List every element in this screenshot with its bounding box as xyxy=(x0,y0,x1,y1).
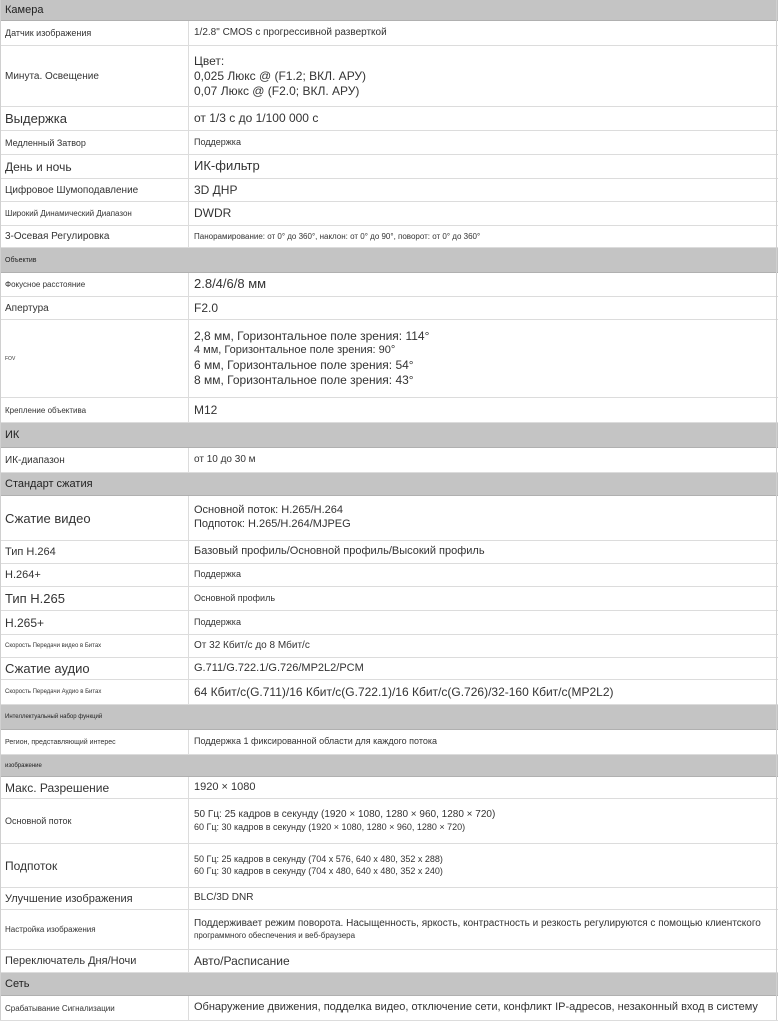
spec-row xyxy=(0,179,778,202)
spec-row xyxy=(0,680,778,705)
spec-label: Датчик изображения xyxy=(0,21,189,45)
spec-label: 3-Осевая Регулировка xyxy=(0,226,189,247)
spec-value xyxy=(190,155,778,178)
spec-value xyxy=(190,587,778,610)
spec-label: Переключатель Дня/Ночи xyxy=(0,950,189,972)
spec-value-line: 60 Гц: 30 кадров в секунду (704 x 480, 640 x 480, 352 x 240) xyxy=(194,865,443,876)
spec-label: Улучшение изображения xyxy=(0,888,189,909)
spec-value xyxy=(190,658,778,679)
spec-value xyxy=(190,611,778,634)
section-header xyxy=(0,473,778,496)
spec-value xyxy=(190,21,778,45)
section-title: изображение xyxy=(5,762,42,769)
spec-value-line: Основной профиль xyxy=(194,592,276,603)
spec-label: H.265+ xyxy=(0,611,189,634)
section-title: Стандарт сжатия xyxy=(5,478,93,490)
spec-row xyxy=(0,273,778,297)
spec-value xyxy=(190,635,778,657)
section-header xyxy=(0,973,778,996)
spec-value xyxy=(190,448,778,472)
spec-row xyxy=(0,611,778,635)
spec-value-line: Базовый профиль/Основной профиль/Высокий профиль xyxy=(194,545,485,558)
section-header xyxy=(0,423,778,448)
spec-value xyxy=(190,398,778,422)
spec-value xyxy=(190,844,778,887)
spec-value-line: 64 Кбит/с(G.711)/16 Кбит/с(G.722.1)/16 Кбит/с(G.726)/32-160 Кбит/с(MP2L2) xyxy=(194,684,614,699)
spec-label: Скорость Передачи видео в Битах xyxy=(0,635,189,657)
spec-value-line: 4 мм, Горизонтальное поле зрения: 90° xyxy=(194,344,396,357)
spec-label: Медленный Затвор xyxy=(0,131,189,154)
spec-label: День и ночь xyxy=(0,155,189,178)
spec-label: Тип H.265 xyxy=(0,587,189,610)
spec-value-line: 6 мм, Горизонтальное поле зрения: 54° xyxy=(194,357,414,372)
spec-value-line: 1/2.8" CMOS с прогрессивной разверткой xyxy=(194,26,387,38)
spec-row xyxy=(0,844,778,888)
spec-row xyxy=(0,131,778,155)
spec-value-line: 50 Гц: 25 кадров в секунду (704 x 576, 640 x 480, 352 x 288) xyxy=(194,854,443,865)
spec-label: Апертура xyxy=(0,297,189,319)
spec-value-line: Цвет: xyxy=(194,53,225,68)
spec-label: Сжатие аудио xyxy=(0,658,189,679)
spec-label: ИК-диапазон xyxy=(0,448,189,472)
spec-row xyxy=(0,398,778,423)
section-title: Камера xyxy=(5,4,44,16)
spec-value xyxy=(190,273,778,296)
spec-value xyxy=(190,996,778,1020)
spec-row xyxy=(0,635,778,658)
spec-value-line: Поддержка 1 фиксированной области для каждого потока xyxy=(194,736,438,747)
spec-value-line: программного обеспечения и веб-браузера xyxy=(194,930,356,940)
spec-value xyxy=(190,46,778,106)
spec-row xyxy=(0,564,778,587)
section-header xyxy=(0,248,778,273)
spec-value-line: Авто/Расписание xyxy=(194,953,290,968)
spec-label: Срабатывание Сигнализации xyxy=(0,996,189,1020)
spec-label: Тип H.264 xyxy=(0,541,189,563)
spec-value-line: 0,07 Люкс @ (F2.0; ВКЛ. АРУ) xyxy=(194,83,360,98)
spec-row xyxy=(0,46,778,107)
spec-value xyxy=(190,179,778,201)
spec-label: FOV xyxy=(0,320,189,397)
spec-value-line: BLC/3D DNR xyxy=(194,892,254,904)
spec-value xyxy=(190,888,778,909)
spec-value-line: G.711/G.722.1/G.726/MP2L2/PCM xyxy=(194,661,364,674)
spec-row xyxy=(0,777,778,799)
spec-value-line: 1920 × 1080 xyxy=(194,780,256,793)
spec-value-line: Основной поток: H.265/H.264 xyxy=(194,504,344,517)
spec-row xyxy=(0,950,778,973)
spec-label: Сжатие видео xyxy=(0,496,189,540)
spec-label: Макс. Разрешение xyxy=(0,777,189,798)
spec-row xyxy=(0,730,778,755)
spec-row xyxy=(0,297,778,320)
spec-value-line: Панорамирование: от 0° до 360°, наклон: от 0° до 90°, поворот: от 0° до 360° xyxy=(194,231,481,241)
spec-row xyxy=(0,996,778,1021)
spec-label: Подпоток xyxy=(0,844,189,887)
spec-value-line: От 32 Кбит/с до 8 Мбит/с xyxy=(194,639,310,651)
spec-label: Выдержка xyxy=(0,107,189,130)
spec-row xyxy=(0,799,778,844)
spec-value xyxy=(190,680,778,704)
spec-row xyxy=(0,448,778,473)
spec-value-line: от 10 до 30 м xyxy=(194,453,256,465)
spec-value-line: 8 мм, Горизонтальное поле зрения: 43° xyxy=(194,372,414,387)
spec-label: Основной поток xyxy=(0,799,189,843)
spec-value-line: F2.0 xyxy=(194,300,219,315)
spec-value xyxy=(190,799,778,843)
spec-label: Регион, представляющий интерес xyxy=(0,730,189,754)
spec-label: Фокусное расстояние xyxy=(0,273,189,296)
section-title: ИК xyxy=(5,429,20,441)
spec-row xyxy=(0,21,778,46)
spec-value xyxy=(190,777,778,798)
spec-value xyxy=(190,226,778,247)
spec-row xyxy=(0,202,778,226)
section-header xyxy=(0,755,778,777)
spec-row xyxy=(0,226,778,248)
spec-value-line: DWDR xyxy=(194,206,232,220)
spec-value-line: 2.8/4/6/8 мм xyxy=(194,276,267,292)
spec-row xyxy=(0,541,778,564)
spec-value xyxy=(190,320,778,397)
section-header xyxy=(0,0,778,21)
spec-row xyxy=(0,888,778,910)
spec-label: Крепление объектива xyxy=(0,398,189,422)
spec-label: Минута. Освещение xyxy=(0,46,189,106)
spec-value xyxy=(190,297,778,319)
spec-value-line: ИК-фильтр xyxy=(194,158,260,174)
spec-row xyxy=(0,910,778,950)
spec-label: Широкий Динамический Диапазон xyxy=(0,202,189,225)
spec-row xyxy=(0,107,778,131)
spec-value xyxy=(190,541,778,563)
spec-value-line: Поддержка xyxy=(194,569,241,580)
spec-value-line: Подпоток: H.265/H.264/MJPEG xyxy=(194,518,351,530)
spec-value xyxy=(190,564,778,586)
spec-value-line: от 1/3 с до 1/100 000 с xyxy=(194,111,319,125)
section-title: Объектив xyxy=(5,256,37,264)
spec-value-line: 0,025 Люкс @ (F1.2; ВКЛ. АРУ) xyxy=(194,68,367,83)
spec-row xyxy=(0,587,778,611)
spec-row xyxy=(0,320,778,398)
spec-value xyxy=(190,910,778,949)
spec-value-line: 50 Гц: 25 кадров в секунду (1920 × 1080, 1280 × 960, 1280 × 720) xyxy=(194,809,496,821)
spec-value-line: M12 xyxy=(194,402,218,417)
spec-value xyxy=(190,202,778,225)
spec-value-line: 60 Гц: 30 кадров в секунду (1920 × 1080, 1280 × 960, 1280 × 720) xyxy=(194,821,466,832)
spec-value-line: Поддержка xyxy=(194,136,241,147)
spec-value-line: Обнаружение движения, подделка видео, отключение сети, конфликт IP-адресов, незаконный вход в систему xyxy=(194,1001,758,1014)
spec-value xyxy=(190,730,778,754)
spec-value-line: 3D ДНР xyxy=(194,182,238,197)
section-title: Сеть xyxy=(5,978,30,990)
spec-value xyxy=(190,131,778,154)
section-title: Интеллектуальный набор функций xyxy=(5,714,103,720)
spec-row xyxy=(0,155,778,179)
spec-label: Цифровое Шумоподавление xyxy=(0,179,189,201)
spec-label: H.264+ xyxy=(0,564,189,586)
spec-label: Скорость Передачи Аудио в Битах xyxy=(0,680,189,704)
spec-row xyxy=(0,496,778,541)
spec-value xyxy=(190,950,778,972)
spec-value-line: Поддержка xyxy=(194,616,241,627)
spec-row xyxy=(0,658,778,680)
section-header xyxy=(0,705,778,730)
spec-value-line: 2,8 мм, Горизонтальное поле зрения: 114° xyxy=(194,329,430,344)
spec-label: Настройка изображения xyxy=(0,910,189,949)
spec-value-line: Поддерживает режим поворота. Насыщенность, яркость, контрастность и резкость регулируются с помощью клиентского xyxy=(194,918,761,930)
spec-value xyxy=(190,107,778,130)
spec-value xyxy=(190,496,778,540)
